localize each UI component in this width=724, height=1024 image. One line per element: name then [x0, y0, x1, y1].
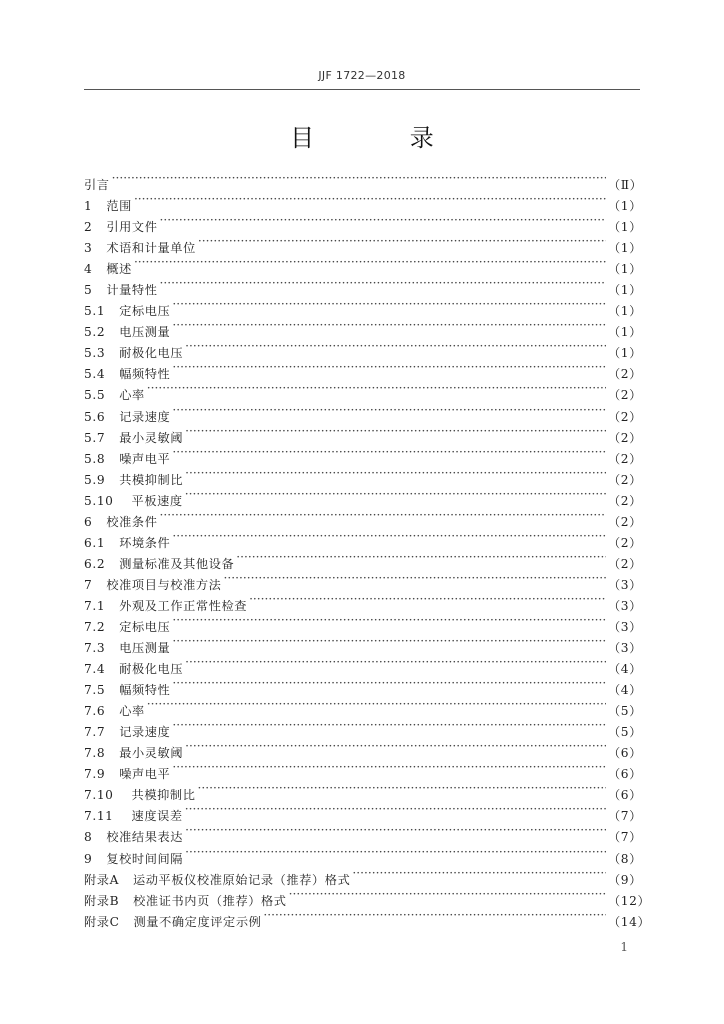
toc-entry-number: 引言 — [84, 178, 110, 192]
toc-entry-title: 校准条件 — [106, 514, 158, 529]
toc-dot-leader — [172, 610, 606, 631]
toc-entry-title: 电压测量 — [119, 641, 171, 656]
toc-entry-page: （1） — [608, 220, 642, 235]
toc-entry-title: 耐极化电压 — [119, 662, 184, 677]
toc-dot-leader — [134, 252, 606, 273]
toc-entry-page: （9） — [608, 872, 642, 887]
toc-entry-number: 8 — [84, 830, 93, 845]
toc-entry-title: 环境条件 — [119, 535, 171, 550]
toc-dot-leader — [172, 315, 606, 336]
toc-entry-title: 平板速度 — [131, 493, 183, 508]
toc-entry-number: 5.9 — [84, 472, 106, 487]
toc-dot-leader — [112, 168, 606, 189]
toc-dot-leader — [185, 336, 606, 357]
document-code-header: JJF 1722—2018 — [318, 69, 406, 82]
toc-entry-title: 复校时间间隔 — [106, 851, 184, 866]
toc-entry-number: 7.7 — [84, 725, 106, 740]
toc-dot-leader — [172, 715, 606, 736]
toc-entry-title: 计量特性 — [106, 283, 158, 298]
toc-entry-number: 7.10 — [84, 788, 114, 803]
toc-entry-page: （1） — [608, 304, 642, 319]
toc-dot-leader — [172, 526, 606, 547]
toc-dot-leader — [185, 421, 606, 442]
toc-entry-title: 噪声电平 — [119, 451, 171, 466]
toc-dot-leader — [172, 294, 606, 315]
toc-entry-title: 校准结果表达 — [106, 830, 184, 845]
toc-dot-leader — [160, 505, 606, 526]
toc-entry-number: 5.7 — [84, 430, 106, 445]
toc-entry-title: 校准项目与校准方法 — [106, 577, 222, 592]
toc-entry-title: 共模抑制比 — [119, 472, 184, 487]
toc-entry-title: 速度误差 — [131, 809, 183, 824]
header-rule — [84, 89, 640, 90]
toc-entry-page: （1） — [608, 346, 642, 361]
toc-entry-page: （12） — [608, 893, 651, 908]
toc-dot-leader — [249, 589, 606, 610]
toc-dot-leader — [172, 442, 606, 463]
toc-entry[interactable] — [84, 252, 642, 277]
toc-dot-leader — [185, 842, 606, 863]
toc-dot-leader — [172, 631, 606, 652]
toc-entry-page: （1） — [608, 262, 642, 277]
toc-entry-title: 外观及工作正常性检查 — [119, 598, 248, 613]
toc-dot-leader — [185, 799, 606, 820]
toc-dot-leader — [172, 357, 606, 378]
toc-entry-page: （3） — [608, 598, 642, 613]
toc-entry-page: （7） — [608, 809, 642, 824]
toc-entry-title: 记录速度 — [119, 725, 171, 740]
toc-entry-page: （1） — [608, 283, 642, 298]
toc-entry-number: 5.3 — [84, 346, 106, 361]
toc-dot-leader — [147, 694, 606, 715]
toc-entry-page: （3） — [608, 577, 642, 592]
toc-entry-title: 测量标准及其他设备 — [119, 556, 235, 571]
toc-entry-number: 7.11 — [84, 809, 114, 824]
toc-entry-number: 5 — [84, 283, 93, 298]
toc-entry-page: （1） — [608, 241, 642, 256]
page-number: 1 — [620, 940, 628, 954]
toc-entry[interactable] — [84, 189, 642, 214]
toc-entry-page: （2） — [608, 493, 642, 508]
toc-entry-title: 定标电压 — [119, 619, 171, 634]
toc-dot-leader — [172, 757, 606, 778]
toc-entry-number: 7.3 — [84, 641, 106, 656]
toc-entry-number: 7.4 — [84, 662, 106, 677]
toc-entry-page: （2） — [608, 388, 642, 403]
toc-dot-leader — [352, 863, 606, 884]
toc-entry-page: （2） — [608, 556, 642, 571]
toc-entry-page: （7） — [608, 830, 642, 845]
toc-entry-number: 7.6 — [84, 704, 106, 719]
toc-entry-number: 5.1 — [84, 304, 106, 319]
toc-entry-number: 附录B — [84, 893, 120, 908]
toc-entry-page: （Ⅱ） — [608, 178, 643, 192]
toc-entry-title: 最小灵敏阈 — [119, 746, 184, 761]
toc-entry-page: （4） — [608, 683, 642, 698]
toc-entry-title: 耐极化电压 — [119, 346, 184, 361]
toc-entry-page: （2） — [608, 409, 642, 424]
toc-entry-title: 运动平板仪校准原始记录（推荐）格式 — [132, 872, 351, 887]
toc-entry-page: （3） — [608, 619, 642, 634]
toc-entry-page: （6） — [608, 767, 642, 782]
toc-entry-page: （6） — [608, 746, 642, 761]
toc-entry-page: （5） — [608, 725, 642, 740]
toc-entry-number: 7 — [84, 577, 93, 592]
toc-entry-page: （6） — [608, 788, 642, 803]
toc-entry-number: 7.9 — [84, 767, 106, 782]
toc-entry-page: （5） — [608, 704, 642, 719]
toc-dot-leader — [185, 820, 606, 841]
toc-entry-number: 附录A — [84, 872, 119, 887]
toc-entry-title: 最小灵敏阈 — [119, 430, 184, 445]
toc-entry-number: 1 — [84, 199, 93, 214]
toc-entry-number: 2 — [84, 220, 93, 235]
toc-entry-number: 5.2 — [84, 325, 106, 340]
toc-entry[interactable] — [84, 378, 642, 403]
toc-entry-number: 7.2 — [84, 619, 106, 634]
toc-entry-title: 定标电压 — [119, 304, 171, 319]
toc-entry-number: 6.1 — [84, 535, 106, 550]
toc-entry-title: 心率 — [119, 704, 145, 719]
toc-dot-leader — [185, 736, 606, 757]
toc-dot-leader — [160, 273, 606, 294]
toc-entry-page: （2） — [608, 472, 642, 487]
toc-dot-leader — [197, 778, 606, 799]
toc-entry-page: （1） — [608, 199, 642, 214]
toc-dot-leader — [289, 884, 606, 905]
toc-entry-number: 6.2 — [84, 556, 106, 571]
toc-dot-leader — [223, 568, 606, 589]
toc-entry-title: 共模抑制比 — [131, 788, 196, 803]
toc-dot-leader — [172, 400, 606, 421]
toc-entry-title: 概述 — [106, 262, 132, 277]
toc-entry-number: 5.4 — [84, 367, 106, 382]
toc-entry-page: （14） — [608, 914, 651, 929]
toc-entry[interactable] — [84, 505, 642, 529]
toc-entry[interactable] — [84, 294, 642, 319]
toc-dot-leader — [185, 463, 606, 484]
toc-entry-page: （1） — [608, 325, 642, 340]
toc-entry-page: （3） — [608, 641, 642, 656]
toc-entry-number: 5.8 — [84, 451, 106, 466]
toc-entry-title: 幅频特性 — [119, 683, 171, 698]
toc-dot-leader — [134, 189, 606, 210]
toc-entry-title: 测量不确定度评定示例 — [133, 914, 262, 929]
toc-entry-page: （2） — [608, 451, 642, 466]
toc-entry-page: （2） — [608, 430, 642, 445]
toc-entry-title: 术语和计量单位 — [106, 241, 196, 256]
toc-entry-title: 记录速度 — [119, 409, 171, 424]
toc-entry-page: （2） — [608, 535, 642, 550]
toc-entry[interactable] — [84, 210, 642, 235]
toc-dot-leader — [236, 547, 606, 568]
toc-entry-number: 5.6 — [84, 409, 106, 424]
toc-entry-page: （4） — [608, 662, 642, 677]
toc-entry-page: （8） — [608, 851, 642, 866]
toc-entry[interactable] — [84, 168, 643, 192]
toc-dot-leader — [172, 673, 606, 694]
toc-entry-page: （2） — [608, 514, 642, 529]
table-of-contents — [84, 168, 651, 929]
toc-entry-title: 心率 — [119, 388, 145, 403]
toc-entry-number: 7.5 — [84, 683, 106, 698]
toc-entry[interactable] — [84, 526, 642, 550]
toc-entry-number: 附录C — [84, 914, 120, 929]
toc-entry-title: 电压测量 — [119, 325, 171, 340]
toc-entry-title: 范围 — [106, 199, 132, 214]
toc-entry-number: 5.5 — [84, 388, 106, 403]
toc-entry-number: 7.1 — [84, 598, 106, 613]
toc-dot-leader — [263, 905, 606, 926]
toc-entry[interactable] — [84, 231, 642, 256]
toc-entry[interactable] — [84, 273, 642, 298]
toc-entry-number: 9 — [84, 851, 93, 866]
toc-entry-number: 3 — [84, 241, 93, 256]
toc-entry-title: 噪声电平 — [119, 767, 171, 782]
toc-entry-title: 校准证书内页（推荐）格式 — [133, 893, 287, 908]
toc-entry-title: 幅频特性 — [119, 367, 171, 382]
toc-entry-page: （2） — [608, 367, 642, 382]
toc-entry[interactable] — [84, 400, 642, 424]
toc-dot-leader — [185, 484, 606, 505]
toc-dot-leader — [185, 652, 606, 673]
toc-entry-number: 5.10 — [84, 493, 114, 508]
toc-entry-number: 4 — [84, 262, 93, 277]
toc-entry[interactable] — [84, 715, 642, 740]
toc-title: 目 录 — [290, 124, 478, 152]
toc-entry-number: 6 — [84, 514, 93, 529]
toc-dot-leader — [147, 378, 606, 399]
toc-entry-title: 引用文件 — [106, 220, 158, 235]
toc-entry-number: 7.8 — [84, 746, 106, 761]
toc-dot-leader — [198, 231, 606, 252]
toc-dot-leader — [160, 210, 606, 231]
toc-entry[interactable] — [84, 694, 642, 719]
